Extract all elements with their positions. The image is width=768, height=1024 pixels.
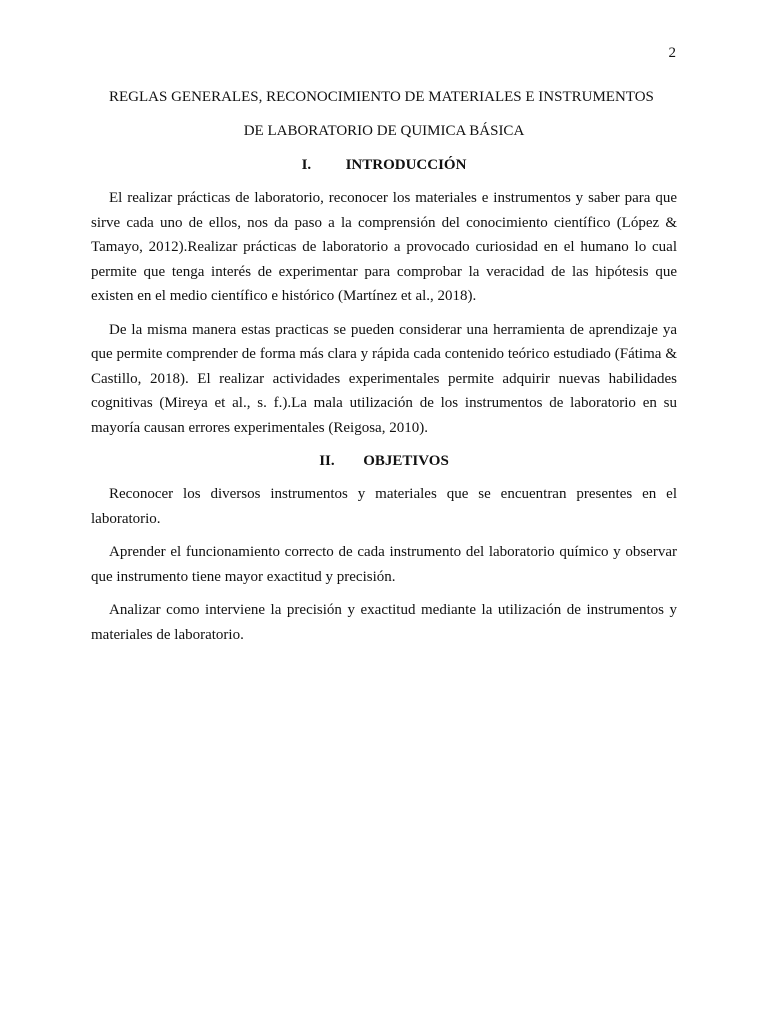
paragraph: Aprender el funcionamiento correcto de cada instrumento del laboratorio químico y observar que instrumento tiene mayor exactitud y precisión.: [91, 544, 677, 585]
paragraph: Analizar como interviene la precisión y exactitud mediante la utilización de instrumentos y materiales de laboratorio.: [91, 602, 677, 643]
section-introduccion: [91, 148, 677, 440]
section-title: OBJETIVOS: [363, 453, 449, 469]
page-number: 2: [668, 45, 676, 61]
section-title: INTRODUCCIÓN: [345, 157, 467, 173]
section-number: I.: [301, 157, 312, 173]
section-objetivos: [91, 444, 677, 647]
page-content: [91, 80, 677, 647]
document-title-line-2: DE LABORATORIO DE QUIMICA BÁSICA: [243, 123, 525, 139]
paragraph: El realizar prácticas de laboratorio, reconocer los materiales e instrumentos y saber para que sirve cada uno de ellos, nos da paso a la comprensión del conocimiento científico (López & Tamayo, 2012).Realizar prácticas de laboratorio a provocado curiosidad en el humano lo cual permite que tenga interés de experimentar para comprobar la veracidad de las hipótesis que existen en el medio científico e histórico (Martínez et al., 2018).: [91, 190, 677, 304]
paragraph: Reconocer los diversos instrumentos y materiales que se encuentran presentes en el laboratorio.: [91, 486, 677, 527]
document-title: [91, 80, 677, 148]
document-title-line-1: REGLAS GENERALES, RECONOCIMIENTO DE MATERIALES E INSTRUMENTOS: [109, 89, 654, 105]
section-number: II.: [319, 453, 335, 469]
section-heading-introduccion: [91, 148, 677, 182]
paragraph: De la misma manera estas practicas se pueden considerar una herramienta de aprendizaje ya que permite comprender de forma más clara y rápida cada contenido teórico estudiado (Fátima & Castillo, 2018). El realizar actividades experimentales permite adquirir nuevas habilidades cognitivas (Mireya et al., s. f.).La mala utilización de los instrumentos de laboratorio en su mayoría causan errores experimentales (Reigosa, 2010).: [91, 321, 677, 436]
section-heading-objetivos: [91, 444, 677, 478]
